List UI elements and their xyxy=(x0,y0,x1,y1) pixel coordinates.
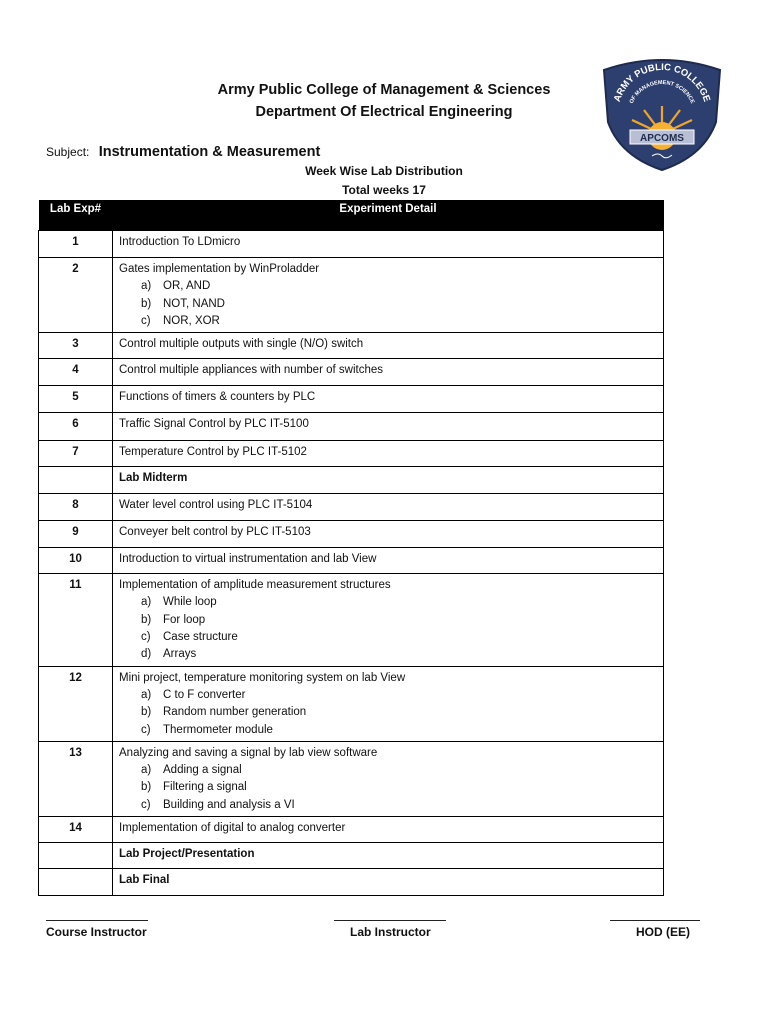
sub-item-letter: d) xyxy=(141,648,152,661)
sub-item-text: NOT, NAND xyxy=(163,297,225,310)
lab-exp-number xyxy=(39,843,113,869)
sub-item-list xyxy=(119,762,657,814)
table-row xyxy=(39,386,664,413)
experiment-detail xyxy=(113,741,664,816)
lab-exp-number: 5 xyxy=(39,386,113,413)
lab-distribution-table xyxy=(38,200,664,896)
table-row xyxy=(39,741,664,816)
experiment-title: Analyzing and saving a signal by lab view software xyxy=(119,746,378,759)
table-row xyxy=(39,666,664,741)
sub-item-letter: b) xyxy=(141,706,152,719)
sub-item-letter: a) xyxy=(141,280,152,293)
lab-exp-number: 6 xyxy=(39,413,113,441)
lab-exp-number: 13 xyxy=(39,741,113,816)
sub-item xyxy=(119,313,657,330)
sub-item-letter: b) xyxy=(141,297,152,310)
hod-signature-line xyxy=(610,910,700,921)
experiment-title: Mini project, temperature monitoring system on lab View xyxy=(119,671,406,684)
subject-label: Subject: xyxy=(46,145,90,159)
sub-item-letter: a) xyxy=(141,764,152,777)
lab-instructor-signature-line xyxy=(334,910,446,921)
table-row xyxy=(39,574,664,666)
table-row xyxy=(39,817,664,843)
sub-item-text: Adding a signal xyxy=(163,764,242,777)
experiment-detail xyxy=(113,333,664,359)
sub-item-text: Thermometer module xyxy=(163,723,273,736)
lab-exp-number: 4 xyxy=(39,359,113,386)
table-row xyxy=(39,441,664,467)
sub-item-letter: c) xyxy=(141,314,151,327)
experiment-detail xyxy=(113,817,664,843)
sub-item xyxy=(119,629,657,646)
sub-item-letter: b) xyxy=(141,781,152,794)
sub-item-text: Building and analysis a VI xyxy=(163,798,295,811)
sub-item-text: While loop xyxy=(163,596,217,609)
sub-item xyxy=(119,594,657,611)
header-experiment-detail: Experiment Detail xyxy=(113,200,664,231)
table-body xyxy=(39,231,664,896)
header-lab-exp: Lab Exp# xyxy=(39,200,113,231)
experiment-title: Traffic Signal Control by PLC IT-5100 xyxy=(119,418,309,431)
college-title: Army Public College of Management & Sciences xyxy=(217,82,551,98)
experiment-title: Implementation of amplitude measurement structures xyxy=(119,579,391,592)
experiment-detail xyxy=(113,666,664,741)
table-row xyxy=(39,359,664,386)
lab-exp-number: 10 xyxy=(39,548,113,574)
experiment-title: Temperature Control by PLC IT-5102 xyxy=(119,446,307,459)
sub-item-text: NOR, XOR xyxy=(163,314,220,327)
lab-exp-number: 3 xyxy=(39,333,113,359)
sub-item-list xyxy=(119,278,657,330)
sub-item-text: C to F converter xyxy=(163,688,246,701)
lab-exp-number xyxy=(39,467,113,494)
lab-exp-number: 9 xyxy=(39,521,113,548)
svg-text:APCOMS: APCOMS xyxy=(640,133,684,144)
sub-item-letter: a) xyxy=(141,596,152,609)
experiment-detail xyxy=(113,574,664,666)
experiment-detail xyxy=(113,843,664,869)
experiment-title: Gates implementation by WinProladder xyxy=(119,263,320,275)
sub-item-letter: b) xyxy=(141,613,152,626)
lab-exp-number: 12 xyxy=(39,666,113,741)
table-row xyxy=(39,521,664,548)
experiment-title: Control multiple outputs with single (N/O) switch xyxy=(119,338,364,351)
experiment-detail xyxy=(113,386,664,413)
experiment-title: Introduction to virtual instrumentation and lab View xyxy=(119,553,377,566)
experiment-detail xyxy=(113,548,664,574)
experiment-title: Implementation of digital to analog converter xyxy=(119,822,346,835)
experiment-detail xyxy=(113,467,664,494)
sub-item xyxy=(119,687,657,704)
sub-item-list xyxy=(119,687,657,739)
experiment-detail xyxy=(113,441,664,467)
sub-item xyxy=(119,797,657,814)
sub-item xyxy=(119,722,657,739)
experiment-detail xyxy=(113,258,664,333)
sub-item-text: Arrays xyxy=(163,648,197,661)
subject-value: Instrumentation & Measurement xyxy=(98,144,321,160)
experiment-title: Introduction To LDmicro xyxy=(119,236,241,248)
experiment-title: Water level control using PLC IT-5104 xyxy=(119,499,313,512)
hod-label: HOD (EE) xyxy=(636,925,690,939)
sub-item xyxy=(119,646,657,663)
course-instructor-label: Course Instructor xyxy=(46,925,147,939)
experiment-title: Functions of timers & counters by PLC xyxy=(119,391,316,404)
sub-item xyxy=(119,779,657,796)
sub-item-letter: a) xyxy=(141,688,152,701)
experiment-detail xyxy=(113,359,664,386)
sub-item-text: Case structure xyxy=(163,631,238,644)
svg-text:OF MANAGEMENT SCIENCE: OF MANAGEMENT SCIENCE xyxy=(628,79,696,105)
sub-item xyxy=(119,612,657,629)
table-row xyxy=(39,843,664,869)
table-row xyxy=(39,413,664,441)
table-row xyxy=(39,494,664,521)
lab-exp-number: 8 xyxy=(39,494,113,521)
table-header-row xyxy=(39,200,664,231)
sub-item xyxy=(119,762,657,779)
sub-item xyxy=(119,296,657,313)
lab-exp-number: 2 xyxy=(39,258,113,333)
table-row xyxy=(39,869,664,896)
experiment-title: Control multiple appliances with number of switches xyxy=(119,364,383,377)
lab-instructor-label: Lab Instructor xyxy=(350,925,431,939)
sub-item xyxy=(119,704,657,721)
sub-item-text: OR, AND xyxy=(163,280,211,293)
total-weeks: Total weeks 17 xyxy=(342,183,426,197)
experiment-detail xyxy=(113,494,664,521)
experiment-title: Lab Final xyxy=(119,874,170,887)
distribution-title: Week Wise Lab Distribution xyxy=(305,164,463,178)
experiment-title: Lab Project/Presentation xyxy=(119,848,255,861)
experiment-detail xyxy=(113,231,664,258)
sub-item-letter: c) xyxy=(141,798,151,811)
sub-item-text: For loop xyxy=(163,613,206,626)
table-row xyxy=(39,548,664,574)
experiment-detail xyxy=(113,521,664,548)
experiment-detail xyxy=(113,413,664,441)
sub-item-letter: c) xyxy=(141,631,151,644)
svg-text:ARMY PUBLIC COLLEGE: ARMY PUBLIC COLLEGE xyxy=(611,61,713,104)
sub-item-letter: c) xyxy=(141,723,151,736)
experiment-title: Conveyer belt control by PLC IT-5103 xyxy=(119,526,311,539)
lab-exp-number: 7 xyxy=(39,441,113,467)
lab-exp-number: 14 xyxy=(39,817,113,843)
course-instructor-signature-line xyxy=(46,910,148,921)
sub-item xyxy=(119,278,657,295)
subject-line xyxy=(46,144,320,160)
lab-exp-number xyxy=(39,869,113,896)
lab-exp-number: 1 xyxy=(39,231,113,258)
lab-exp-number: 11 xyxy=(39,574,113,666)
sub-item-text: Filtering a signal xyxy=(163,781,247,794)
experiment-title: Lab Midterm xyxy=(119,472,188,485)
table-row xyxy=(39,467,664,494)
experiment-detail xyxy=(113,869,664,896)
table-row xyxy=(39,231,664,258)
table-row xyxy=(39,258,664,333)
department-title: Department Of Electrical Engineering xyxy=(255,104,513,120)
table-row xyxy=(39,333,664,359)
sub-item-list xyxy=(119,594,657,663)
sub-item-text: Random number generation xyxy=(163,706,307,719)
